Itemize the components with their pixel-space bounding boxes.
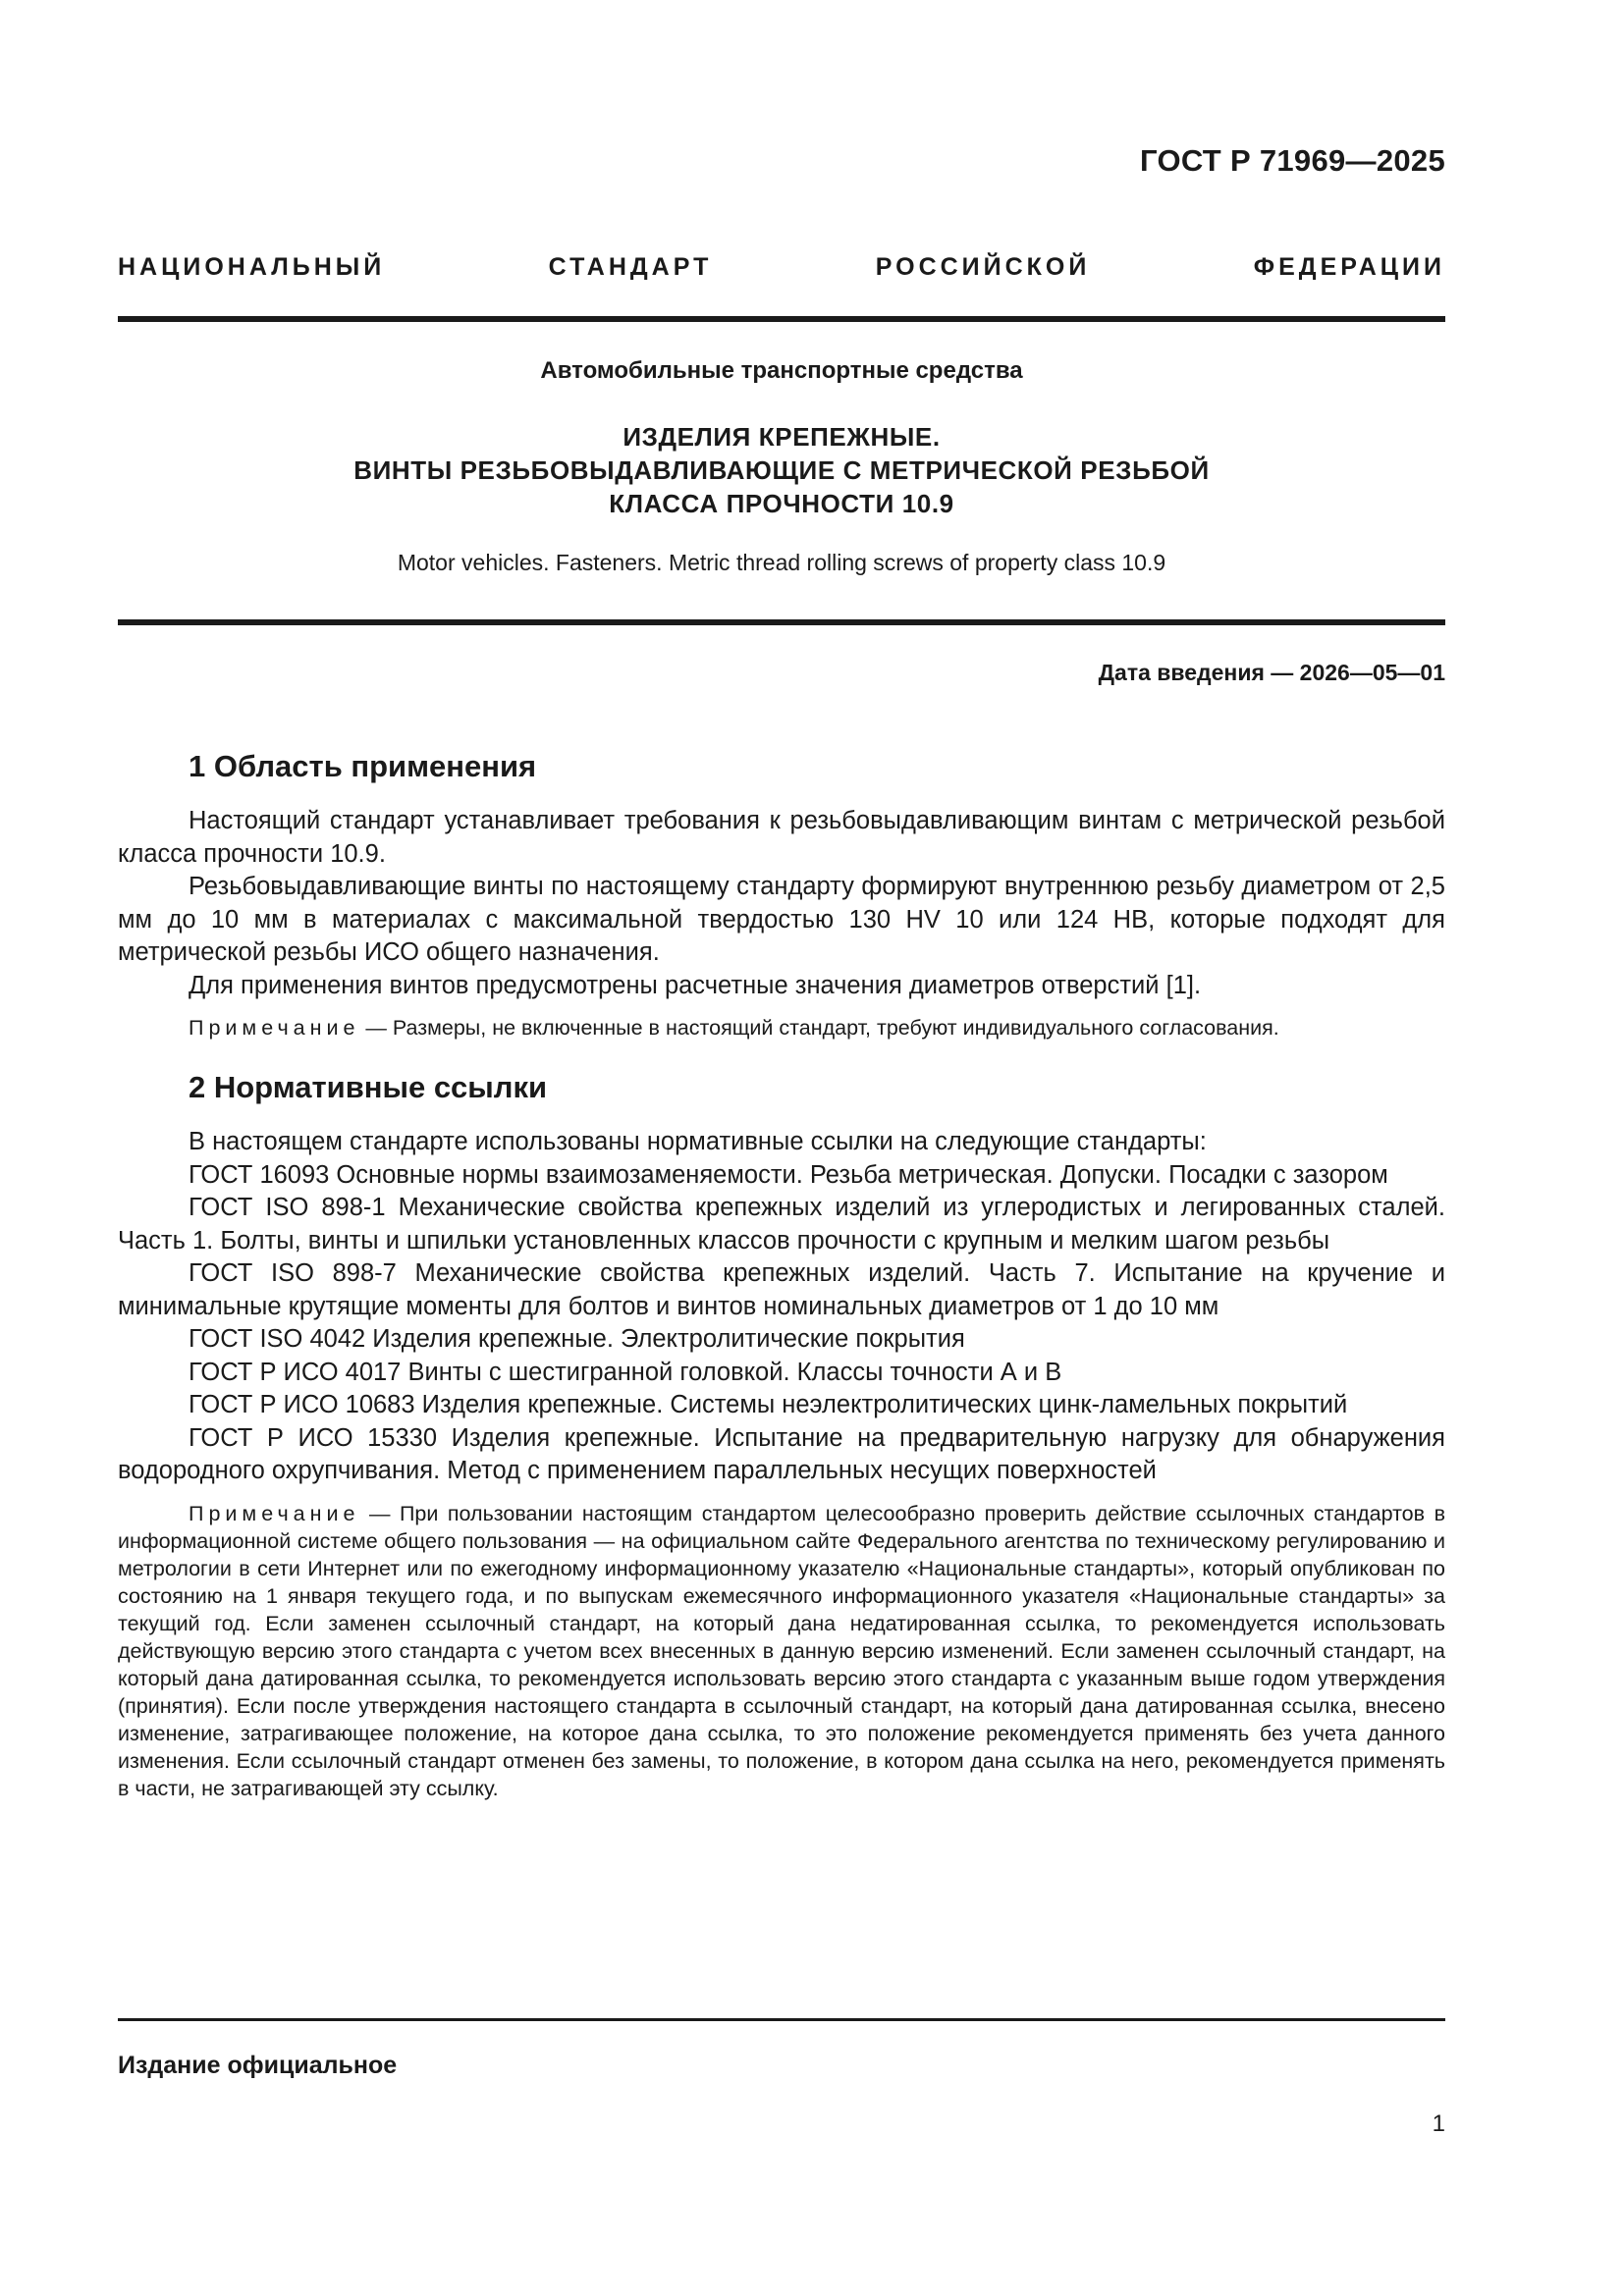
title-line-2: ВИНТЫ РЕЗЬБОВЫДАВЛИВАЮЩИЕ С МЕТРИЧЕСКОЙ РЕЗЬБОЙ <box>353 455 1210 485</box>
section-2-heading: 2 Нормативные ссылки <box>189 1070 548 1104</box>
footer-divider <box>118 2018 1445 2021</box>
reference-item: ГОСТ Р ИСО 15330 Изделия крепежные. Испытание на предварительную нагрузку для обнаружения водородного охрупчивания. Метод с применением параллельных несущих поверхностей <box>118 1423 1445 1484</box>
reference-item: ГОСТ Р ИСО 10683 Изделия крепежные. Системы неэлектролитических цинк-ламельных покрытий <box>189 1391 1348 1418</box>
national-standard-banner: НАЦИОНАЛЬНЫЙ СТАНДАРТ РОССИЙСКОЙ ФЕДЕРАЦИИ <box>118 253 1445 281</box>
section-1-note <box>118 1014 1445 1041</box>
section-1-heading: 1 Область применения <box>189 749 537 783</box>
reference-item: ГОСТ ISO 4042 Изделия крепежные. Электролитические покрытия <box>189 1325 965 1353</box>
reference-item: ГОСТ ISO 898-7 Механические свойства крепежных изделий. Часть 7. Испытание на кручение и минимальные крутящие моменты для болтов и винтов номинальных диаметров от 1 до 10 мм <box>118 1259 1445 1320</box>
section-1-paragraph: Настоящий стандарт устанавливает требования к резьбовыдавливающим винтам с метрической резьбой класса прочности 10.9. <box>118 807 1445 868</box>
reference-item: ГОСТ Р ИСО 4017 Винты с шестигранной головкой. Классы точности А и В <box>189 1358 1062 1386</box>
document-number: ГОСТ Р 71969—2025 <box>1140 143 1445 178</box>
note-text: — Размеры, не включенные в настоящий стандарт, требуют индивидуального согласования. <box>359 1016 1279 1040</box>
section-1-paragraph: Для применения винтов предусмотрены расчетные значения диаметров отверстий [1]. <box>189 971 1202 999</box>
references-intro: В настоящем стандарте использованы нормативные ссылки на следующие стандарты: <box>189 1128 1207 1155</box>
note-label: Примечание <box>189 1016 360 1040</box>
document-title <box>118 420 1445 520</box>
document-subject: Автомобильные транспортные средства <box>540 357 1023 384</box>
title-line-3: КЛАССА ПРОЧНОСТИ 10.9 <box>609 489 954 518</box>
reference-item: ГОСТ ISO 898-1 Механические свойства крепежных изделий из углеродистых и легированных сталей. Часть 1. Болты, винты и шпильки установленных классов прочности с крупным и мелким шагом резьбы <box>118 1194 1445 1255</box>
reference-item: ГОСТ 16093 Основные нормы взаимозаменяемости. Резьба метрическая. Допуски. Посадки с зазором <box>189 1160 1388 1189</box>
section-2-note <box>118 1500 1445 1802</box>
section-normative-references <box>118 1069 1445 1802</box>
document-body <box>118 748 1445 1802</box>
middle-divider <box>118 619 1445 625</box>
introduction-date: Дата введения — 2026—05—01 <box>1098 660 1445 685</box>
official-edition-label: Издание официальное <box>118 2052 398 2079</box>
document-title-english: Motor vehicles. Fasteners. Metric thread rolling screws of property class 10.9 <box>397 550 1166 575</box>
page-number: 1 <box>1432 2110 1445 2137</box>
section-1-paragraph: Резьбовыдавливающие винты по настоящему стандарту формируют внутреннюю резьбу диаметром от 2,5 мм до 10 мм в материалах с максимальной твердостью 130 HV 10 или 124 HB, которые подходят для метрической резьбы ИСО общего назначения. <box>118 873 1445 966</box>
note-text: — При пользовании настоящим стандартом целесообразно проверить действие ссылочных стандартов в информационной системе общего пользования — на официальном сайте Федерального агентства по техническому регулированию и метрологии в сети Интернет или по ежегодному информационному указателю «Национальные стандарты», который опубликован по состоянию на 1 января текущего года, и по выпускам ежемесячного информационного указателя «Национальные стандарты» за текущий год. Если заменен ссылочный стандарт, на который дана недатированная ссылка, то рекомендуется использовать действующую версию этого стандарта с учетом всех внесенных в данную версию изменений. Если заменен ссылочный стандарт, на который дана датированная ссылка, то рекомендуется использовать версию этого стандарта с указанным выше годом утверждения (принятия). Если после утверждения настоящего стандарта в ссылочный стандарт, на который дана датированная ссылка, внесено изменение, затрагивающее положение, на которое дана ссылка, то это положение рекомендуется применять без учета данного изменения. Если ссылочный стандарт отменен без замены, то положение, в котором дана ссылка на него, рекомендуется применять в части, не затрагивающей эту ссылку. <box>118 1501 1445 1800</box>
title-line-1: ИЗДЕЛИЯ КРЕПЕЖНЫЕ. <box>623 422 941 452</box>
note-label: Примечание <box>189 1501 360 1525</box>
top-divider <box>118 316 1445 322</box>
document-page <box>118 0 1445 2296</box>
section-scope <box>118 748 1445 1041</box>
